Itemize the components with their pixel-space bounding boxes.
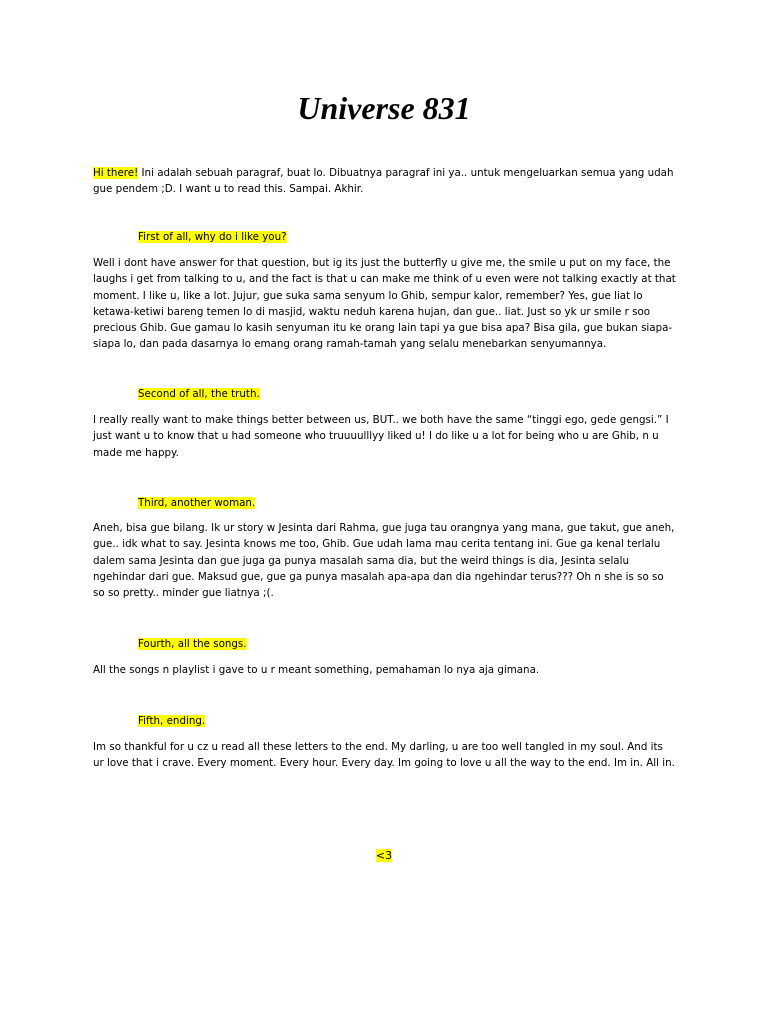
document-title: Universe 831 bbox=[297, 90, 471, 126]
section-body-fifth: Im so thankful for u cz u read all these letters to the end. My darling, u are too well tangled in my soul. And its ur love that i crave. Every moment. Every hour. Every day. Im going to love u all the way to the end. Im in. All in. bbox=[93, 741, 675, 770]
section-body-fourth: All the songs n playlist i gave to u r meant something, pemahaman lo nya aja gimana. bbox=[93, 664, 540, 676]
intro-highlight: Hi there! bbox=[93, 167, 139, 179]
section-heading-second: Second of all, the truth. bbox=[138, 388, 260, 400]
section-heading-first: First of all, why do i like you? bbox=[138, 231, 287, 243]
section-body-first: Well i dont have answer for that question, but ig its just the butterfly u give me, the smile u put on my face, the laughs i get from talking to u, and the fact is that u can make me think of u even were not talking exactly at that moment. I like u, like a lot. Jujur, gue suka sama senyum lo Ghib, sempur kalor, remember? Yes, gue liat lo ketawa-ketiwi bareng temen lo di masjid, waktu neduh karena hujan, dan gue.. liat. Just so yk ur smile r soo precious Ghib. Gue gamau lo kasih senyuman itu ke orang lain tapi ya gue bisa apa? Bisa gila, gue bukan siapa-siapa lo, dan pada dasarnya lo emang orang ramah-tamah yang selalu menebarkan senyumannya. bbox=[93, 257, 676, 351]
intro-paragraph bbox=[93, 165, 676, 198]
section-heading-third: Third, another woman. bbox=[138, 497, 256, 509]
section-body-second: I really really want to make things better between us, BUT.. we both have the same “tinggi ego, gede gengsi.” I just want u to know that u had someone who truuuulllyy liked u! I do like u a lot for being who u are Ghib, n u made me happy. bbox=[93, 414, 669, 459]
intro-text: Ini adalah sebuah paragraf, buat lo. Dibuatnya paragraf ini ya.. untuk mengeluarkan semua yang udah gue pendem ;D. I want u to read this. Sampai. Akhir. bbox=[93, 167, 674, 196]
section-body-third: Aneh, bisa gue bilang. Ik ur story w Jesinta dari Rahma, gue juga tau orangnya yang mana, gue takut, gue aneh, gue.. idk what to say. Jesinta knows me too, Ghib. Gue udah lama mau cerita tentang ini. Gue ga kenal terlalu dalem sama Jesinta dan gue juga ga punya masalah sama dia, but the weird things is dia, Jesinta selalu ngehindar dari gue. Maksud gue, gue ga punya masalah apa-apa dan dia ngehindar terus??? Oh n she is so so so so pretty.. minder gue liatnya ;(. bbox=[93, 522, 675, 600]
section-heading-fifth: Fifth, ending. bbox=[138, 715, 206, 727]
closing-heart: <3 bbox=[375, 849, 393, 862]
section-heading-fourth: Fourth, all the songs. bbox=[138, 638, 247, 650]
